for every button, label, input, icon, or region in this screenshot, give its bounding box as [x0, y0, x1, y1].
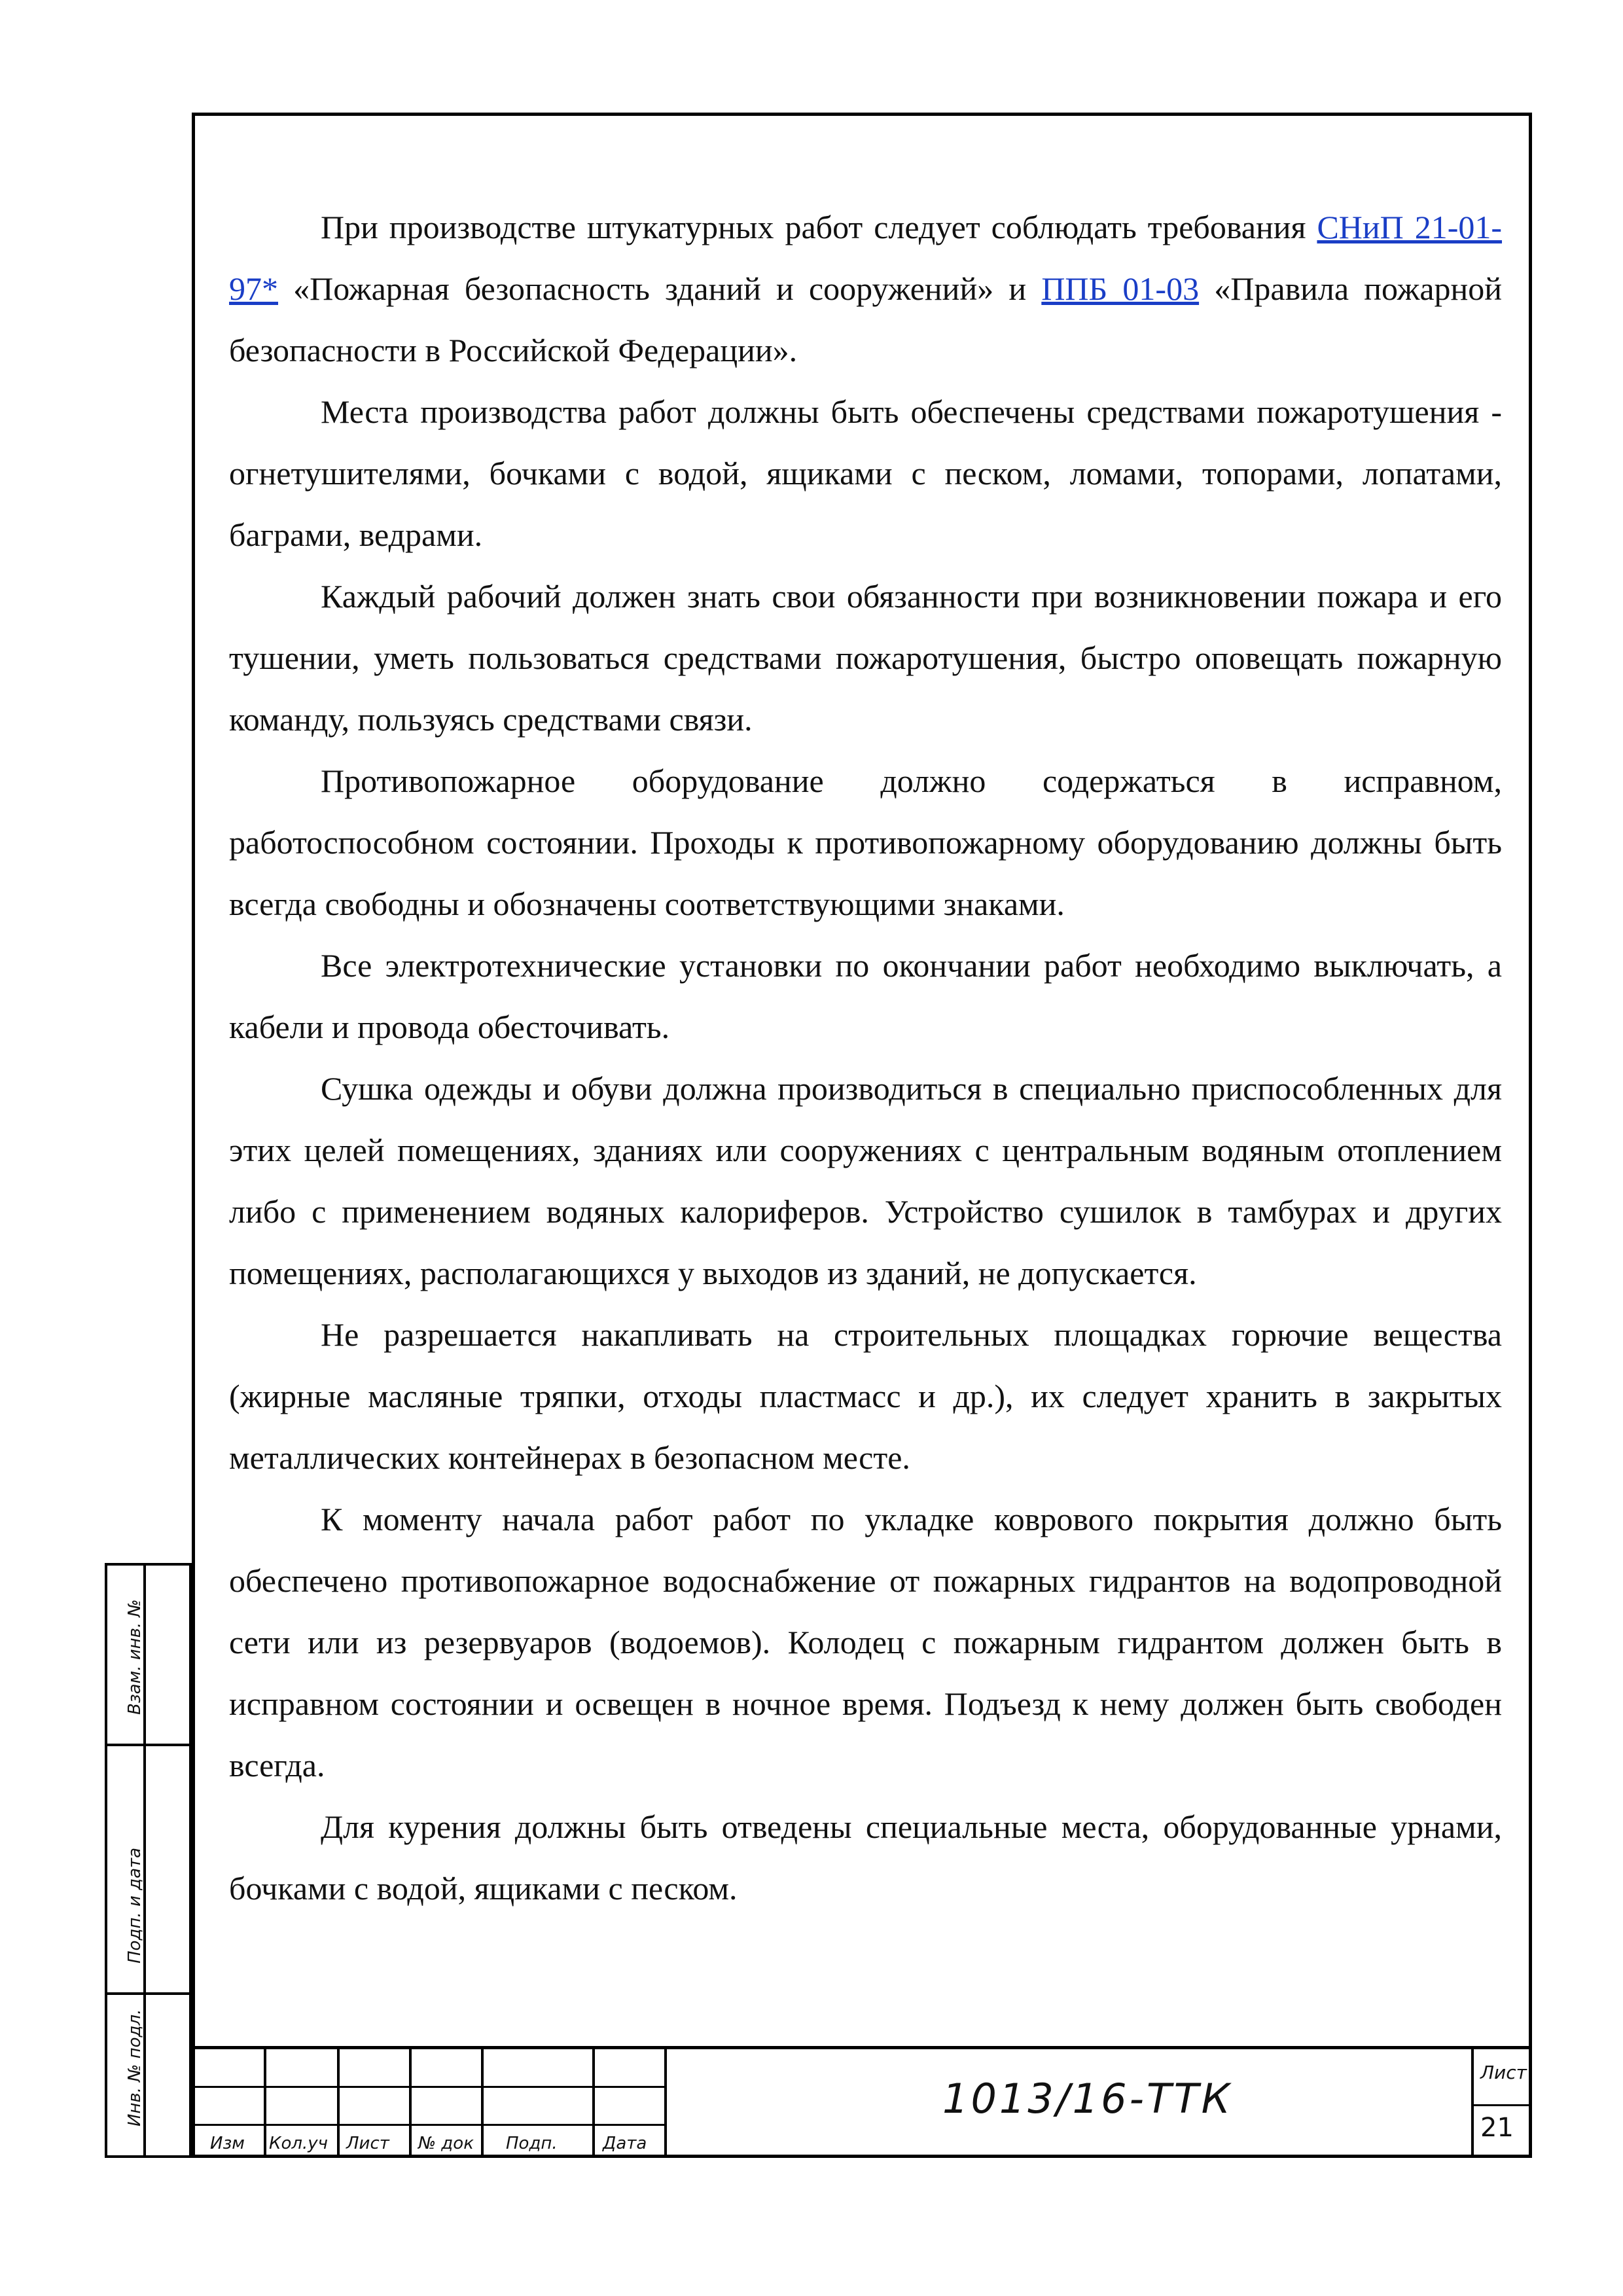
paragraph — [229, 1058, 1502, 1304]
side-stamp-vzam-label: Взам. инв. № — [125, 1599, 145, 1715]
paragraph — [229, 1488, 1502, 1796]
side-stamp-podp — [105, 1744, 192, 1995]
paragraph-text: Противопожарное оборудование должно содержаться в исправном, работоспособном состоянии. Проходы к противопожарному оборудованию должны быть всегда свободны и обозначены соответствующими знаками. — [229, 762, 1502, 922]
side-stamp-inv — [105, 1992, 192, 2158]
reference-link[interactable]: ППБ 01-03 — [1041, 270, 1200, 307]
column-kol-uch: Кол.уч — [269, 2134, 328, 2153]
column-izm: Изм — [210, 2134, 245, 2153]
sheet-label: Лист — [1480, 2062, 1527, 2083]
paragraph-text: При производстве штукатурных работ следует соблюдать требования — [321, 209, 1317, 245]
paragraph-text: Сушка одежды и обуви должна производиться в специально приспособленных для этих целей помещениях, зданиях или сооружениях с центральным водяным отоплением либо с применением водяных калориферов. Устройство сушилок в тамбурах и других помещениях, располагающихся у выходов из зданий, не допускается. — [229, 1070, 1502, 1291]
sheet-number: 21 — [1480, 2113, 1514, 2143]
side-stamp-inv-label: Инв. № подл. — [125, 2009, 145, 2126]
paragraph — [229, 196, 1502, 381]
paragraph-text: Для курения должны быть отведены специальные места, оборудованные урнами, бочками с водой, ящиками с песком. — [229, 1808, 1502, 1907]
column-data: Дата — [603, 2134, 647, 2153]
side-stamp-vzam — [105, 1563, 192, 1746]
paragraph — [229, 381, 1502, 565]
paragraph-text: «Правила пожарной безопасности в Российской Федерации». — [229, 270, 1503, 368]
reference-link[interactable]: СНиП 21-01-97* — [229, 209, 1503, 307]
column-list: Лист — [346, 2134, 389, 2153]
document-body — [229, 196, 1502, 1919]
paragraph — [229, 565, 1502, 750]
column-podp: Подп. — [506, 2134, 558, 2153]
column-doc-number: № док — [418, 2134, 474, 2153]
paragraph-text: Не разрешается накапливать на строительных площадках горючие вещества (жирные масляные тряпки, отходы пластмасс и др.), их следует хранить в закрытых металлических контейнерах в безопасном месте. — [229, 1316, 1502, 1476]
paragraph — [229, 1796, 1502, 1919]
paragraph-text: «Пожарная безопасность зданий и сооружений» и — [278, 270, 1042, 307]
paragraph — [229, 935, 1502, 1058]
document-code: 1013/16-ТТК — [942, 2075, 1233, 2123]
paragraph — [229, 750, 1502, 935]
paragraph-text: К моменту начала работ работ по укладке коврового покрытия должно быть обеспечено противопожарное водоснабжение от пожарных гидрантов на водопроводной сети или из резервуаров (водоемов). Колодец с пожарным гидрантом должен быть в исправном состоянии и освещен в ночное время. Подъезд к нему должен быть свободен всегда. — [229, 1501, 1502, 1784]
paragraph-text: Все электротехнические установки по окончании работ необходимо выключать, а кабели и провода обесточивать. — [229, 947, 1502, 1045]
paragraph-text: Места производства работ должны быть обеспечены средствами пожаротушения - огнетушителями, бочками с водой, ящиками с песком, ломами, топорами, лопатами, баграми, ведрами. — [229, 393, 1502, 553]
title-block — [192, 2046, 1532, 2158]
paragraph-text: Каждый рабочий должен знать свои обязанности при возникновении пожара и его тушении, уметь пользоваться средствами пожаротушения, быстро оповещать пожарную команду, пользуясь средствами связи. — [229, 578, 1502, 738]
paragraph — [229, 1304, 1502, 1488]
side-stamp-podp-label: Подп. и дата — [125, 1847, 145, 1964]
